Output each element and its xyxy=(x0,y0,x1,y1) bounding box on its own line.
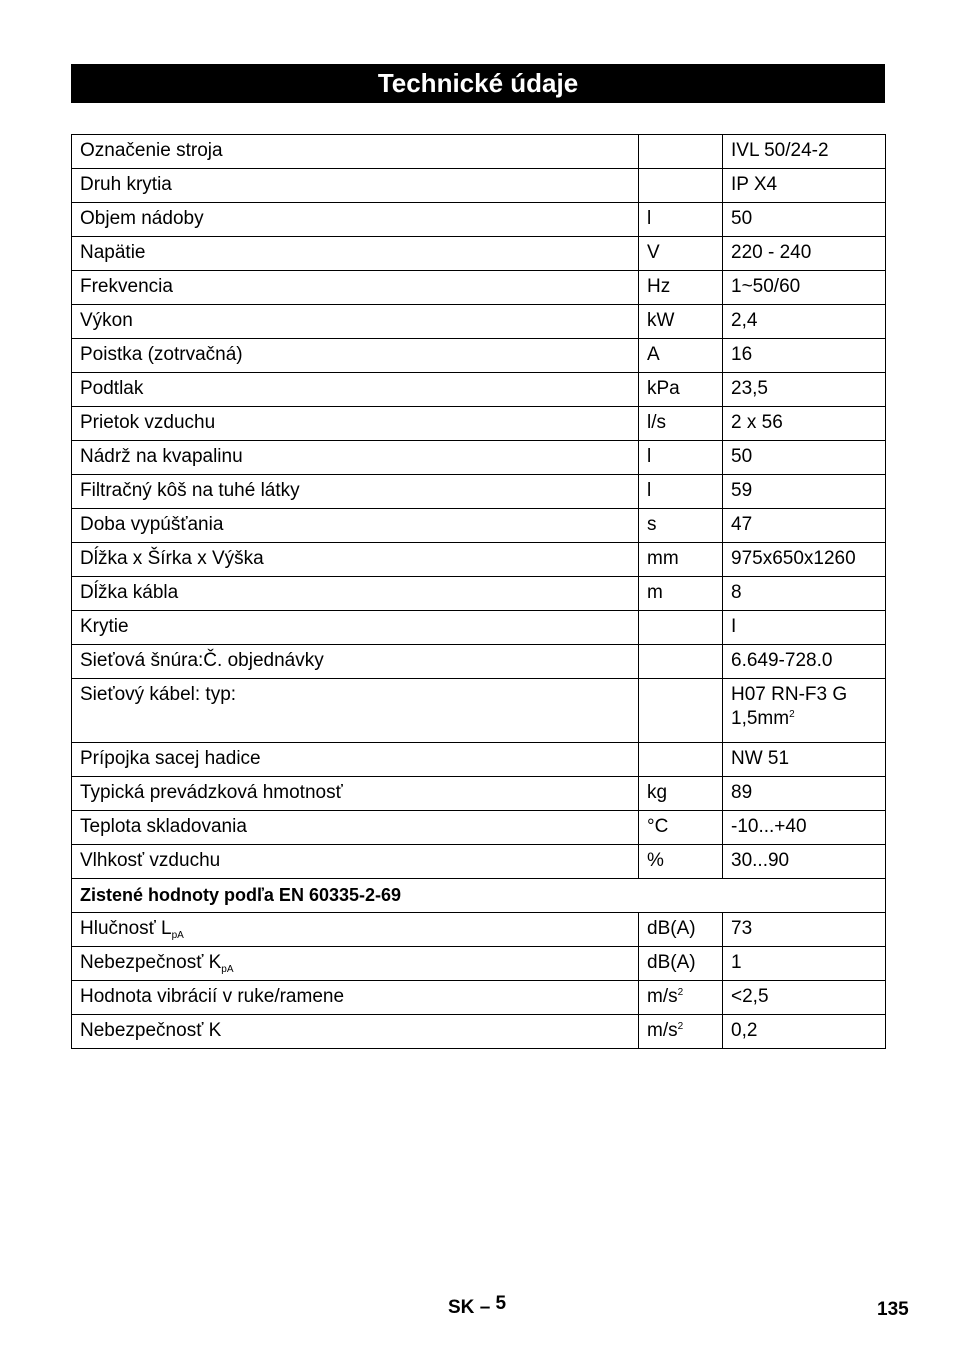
spec-unit xyxy=(639,645,723,679)
table-row xyxy=(72,777,886,811)
spec-value-line1: H07 RN-F3 G xyxy=(731,684,848,705)
spec-unit xyxy=(639,743,723,777)
table-row xyxy=(72,237,886,271)
technical-data-table xyxy=(71,134,886,1049)
spec-unit xyxy=(639,135,723,169)
spec-label: Nádrž na kvapalinu xyxy=(72,441,639,475)
spec-value: IVL 50/24-2 xyxy=(723,135,886,169)
spec-label: Označenie stroja xyxy=(72,135,639,169)
table-row xyxy=(72,577,886,611)
spec-value: NW 51 xyxy=(723,743,886,777)
spec-label-text: Hlučnosť L xyxy=(80,918,172,939)
subscript: pA xyxy=(171,930,184,941)
spec-value: -10...+40 xyxy=(723,811,886,845)
superscript: 2 xyxy=(677,987,684,998)
superscript: 2 xyxy=(789,709,795,720)
spec-label: Frekvencia xyxy=(72,271,639,305)
spec-unit: kg xyxy=(639,777,723,811)
table-row xyxy=(72,441,886,475)
spec-value: 89 xyxy=(723,777,886,811)
table-row xyxy=(72,373,886,407)
spec-label: Sieťová šnúra:Č. objednávky xyxy=(72,645,639,679)
spec-unit-text: m/s xyxy=(647,1020,678,1041)
subscript: pA xyxy=(221,964,234,975)
spec-value: 50 xyxy=(723,441,886,475)
table-row xyxy=(72,407,886,441)
spec-unit xyxy=(639,1015,723,1049)
spec-unit: mm xyxy=(639,543,723,577)
spec-label: Podtlak xyxy=(72,373,639,407)
table-row xyxy=(72,679,886,743)
spec-label-text: Nebezpečnosť K xyxy=(80,952,222,973)
footer-lang: SK xyxy=(448,1297,475,1318)
spec-label: Typická prevádzková hmotnosť xyxy=(72,777,639,811)
page-number: 135 xyxy=(877,1299,909,1320)
spec-label: Filtračný kôš na tuhé látky xyxy=(72,475,639,509)
spec-label: Teplota skladovania xyxy=(72,811,639,845)
spec-unit: kPa xyxy=(639,373,723,407)
table-row xyxy=(72,811,886,845)
spec-label: Hodnota vibrácií v ruke/ramene xyxy=(72,981,639,1015)
spec-value: 975x650x1260 xyxy=(723,543,886,577)
spec-value: 2 x 56 xyxy=(723,407,886,441)
spec-value: 220 - 240 xyxy=(723,237,886,271)
spec-label: Sieťový kábel: typ: xyxy=(72,679,639,743)
section-row xyxy=(72,879,886,913)
table-row xyxy=(72,743,886,777)
table-row xyxy=(72,981,886,1015)
table-row xyxy=(72,475,886,509)
spec-label: Výkon xyxy=(72,305,639,339)
spec-value: 1 xyxy=(723,947,886,981)
spec-label xyxy=(72,913,639,947)
spec-unit: dB(A) xyxy=(639,947,723,981)
spec-unit xyxy=(639,981,723,1015)
spec-label xyxy=(72,947,639,981)
spec-unit: dB(A) xyxy=(639,913,723,947)
spec-value: 23,5 xyxy=(723,373,886,407)
table-row xyxy=(72,947,886,981)
table-row xyxy=(72,913,886,947)
spec-label: Prípojka sacej hadice xyxy=(72,743,639,777)
spec-unit: Hz xyxy=(639,271,723,305)
spec-value: 1~50/60 xyxy=(723,271,886,305)
spec-unit xyxy=(639,169,723,203)
spec-label: Prietok vzduchu xyxy=(72,407,639,441)
spec-value: I xyxy=(723,611,886,645)
spec-unit: l xyxy=(639,441,723,475)
table-row xyxy=(72,1015,886,1049)
spec-unit: °C xyxy=(639,811,723,845)
spec-unit: A xyxy=(639,339,723,373)
spec-label: Dĺžka x Šírka x Výška xyxy=(72,543,639,577)
spec-label: Poistka (zotrvačná) xyxy=(72,339,639,373)
table-row xyxy=(72,509,886,543)
spec-value: 0,2 xyxy=(723,1015,886,1049)
spec-value: 16 xyxy=(723,339,886,373)
table-row xyxy=(72,845,886,879)
table-row xyxy=(72,135,886,169)
page-title: Technické údaje xyxy=(71,64,885,103)
spec-value: 6.649-728.0 xyxy=(723,645,886,679)
spec-unit: % xyxy=(639,845,723,879)
table-row xyxy=(72,271,886,305)
spec-value: 50 xyxy=(723,203,886,237)
spec-label: Druh krytia xyxy=(72,169,639,203)
spec-value-line2: 1,5mm xyxy=(731,708,790,729)
spec-unit: l/s xyxy=(639,407,723,441)
spec-label: Doba vypúšťania xyxy=(72,509,639,543)
spec-value: 59 xyxy=(723,475,886,509)
table-row xyxy=(72,339,886,373)
spec-label: Vlhkosť vzduchu xyxy=(72,845,639,879)
spec-label: Krytie xyxy=(72,611,639,645)
table-row xyxy=(72,203,886,237)
spec-unit-text: m/s xyxy=(647,986,678,1007)
footer-dash: – xyxy=(479,1297,491,1318)
spec-value: 30...90 xyxy=(723,845,886,879)
spec-unit: l xyxy=(639,203,723,237)
spec-value: IP X4 xyxy=(723,169,886,203)
superscript: 2 xyxy=(677,1021,684,1032)
spec-value xyxy=(723,679,886,743)
spec-value: <2,5 xyxy=(723,981,886,1015)
spec-value: 2,4 xyxy=(723,305,886,339)
spec-unit: kW xyxy=(639,305,723,339)
spec-label: Napätie xyxy=(72,237,639,271)
spec-unit: m xyxy=(639,577,723,611)
table-row xyxy=(72,611,886,645)
spec-unit xyxy=(639,679,723,743)
spec-value: 73 xyxy=(723,913,886,947)
footer-section-label xyxy=(448,1293,507,1319)
table-row xyxy=(72,543,886,577)
spec-unit: V xyxy=(639,237,723,271)
table-row xyxy=(72,645,886,679)
footer-section-page: 5 xyxy=(495,1293,507,1314)
table-row xyxy=(72,169,886,203)
spec-value: 47 xyxy=(723,509,886,543)
spec-value: 8 xyxy=(723,577,886,611)
spec-unit: l xyxy=(639,475,723,509)
spec-label: Dĺžka kábla xyxy=(72,577,639,611)
table-row xyxy=(72,305,886,339)
spec-unit: s xyxy=(639,509,723,543)
section-heading: Zistené hodnoty podľa EN 60335-2-69 xyxy=(72,879,886,913)
spec-unit xyxy=(639,611,723,645)
spec-label: Objem nádoby xyxy=(72,203,639,237)
spec-label: Nebezpečnosť K xyxy=(72,1015,639,1049)
